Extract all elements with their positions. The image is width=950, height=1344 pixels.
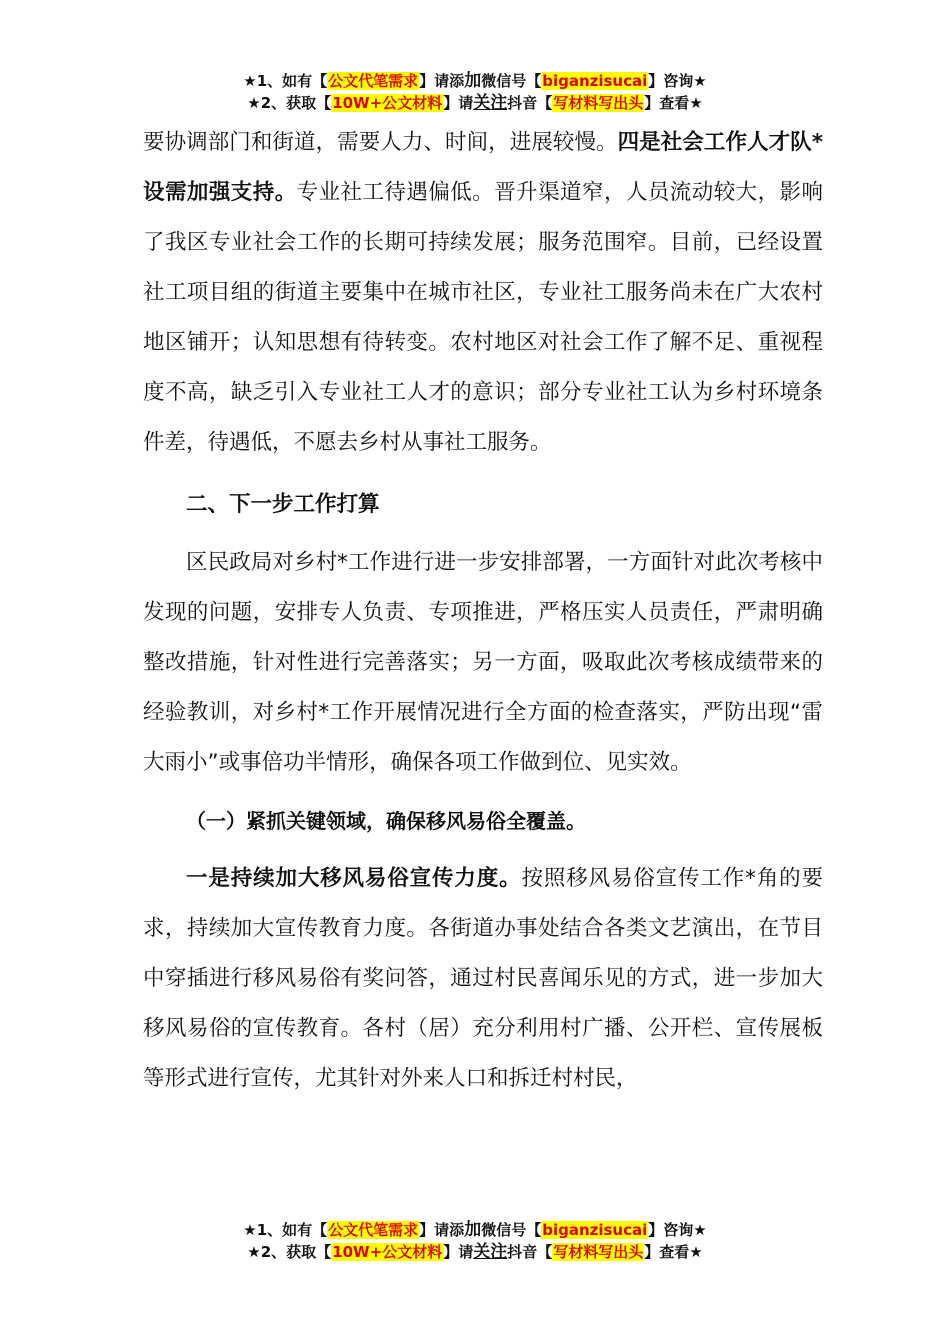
highlight-wechat-id: biganzisucai bbox=[542, 72, 648, 90]
bold-lead-1: 一是持续加大移风易俗宣传力度。 bbox=[186, 866, 522, 891]
highlight-service: 公文代笔需求 bbox=[328, 1221, 419, 1239]
paragraph-2: 区民政局对乡村*工作进行进一步安排部署，一方面针对此次考核中发现的问题，安排专人负责、专项推进，严格压实人员责任，严肃明确整改措施，针对性进行完善落实；另一方面，吸取此次考核成绩带来的经验教训，对乡村*工作开展情况进行全方面的检查落实，严防出现“雷大雨小”或事倍功半情形，确保各项工作做到位、见实效。 bbox=[143, 550, 823, 775]
promo-line-2: ★2、获取【10W+公文材料】请关注抖音【写材料写出头】查看★ bbox=[247, 1242, 703, 1262]
highlight-materials: 10W+公文材料 bbox=[332, 94, 443, 112]
bold-lead-4: 四是社会工作人才队*设需加强支持。 bbox=[143, 130, 823, 205]
paragraph-3: 一是持续加大移风易俗宣传力度。按照移风易俗宣传工作*角的要求，持续加大宣传教育力度。各街道办事处结合各类文艺演出，在节目中穿插进行移风易俗有奖问答，通过村民喜闻乐见的方式，进一步加大移风易俗的宣传教育。各村（居）充分利用村广播、公开栏、宣传展板等形式进行宣传，尤其针对外来人口和拆迁村村民， bbox=[143, 866, 823, 1091]
document-body bbox=[143, 118, 823, 1104]
promo-line-1: ★1、如有【公文代笔需求】请添加微信号【biganzisucai】咨询★ bbox=[243, 1220, 707, 1240]
subsection-heading-1: （一）紧抓关键领域，确保移风易俗全覆盖。 bbox=[186, 809, 586, 833]
promo-line-2: ★2、获取【10W+公文材料】请关注抖音【写材料写出头】查看★ bbox=[247, 93, 703, 113]
highlight-douyin: 写材料写出头 bbox=[553, 94, 644, 112]
highlight-wechat-id: biganzisucai bbox=[542, 1221, 648, 1239]
promo-line-1: ★1、如有【公文代笔需求】请添加微信号【biganzisucai】咨询★ bbox=[243, 71, 707, 91]
highlight-service: 公文代笔需求 bbox=[328, 72, 419, 90]
paragraph-1: 要协调部门和街道，需要人力、时间，进展较慢。四是社会工作人才队*设需加强支持。专业社工待遇偏低。晋升渠道窄，人员流动较大，影响了我区专业社会工作的长期可持续发展；服务范围窄。目前，已经设置社工项目组的街道主要集中在城市社区，专业社工服务尚未在广大农村地区铺开；认知思想有待转变。农村地区对社会工作了解不足、重视程度不高，缺乏引入专业社工人才的意识；部分专业社工认为乡村环境条件差，待遇低，不愿去乡村从事社工服务。 bbox=[143, 130, 823, 455]
header-promo-banner bbox=[0, 70, 950, 114]
highlight-douyin: 写材料写出头 bbox=[553, 1243, 644, 1261]
section-heading-2: 二、下一步工作打算 bbox=[186, 492, 380, 517]
highlight-materials: 10W+公文材料 bbox=[332, 1243, 443, 1261]
footer-promo-banner bbox=[0, 1219, 950, 1263]
